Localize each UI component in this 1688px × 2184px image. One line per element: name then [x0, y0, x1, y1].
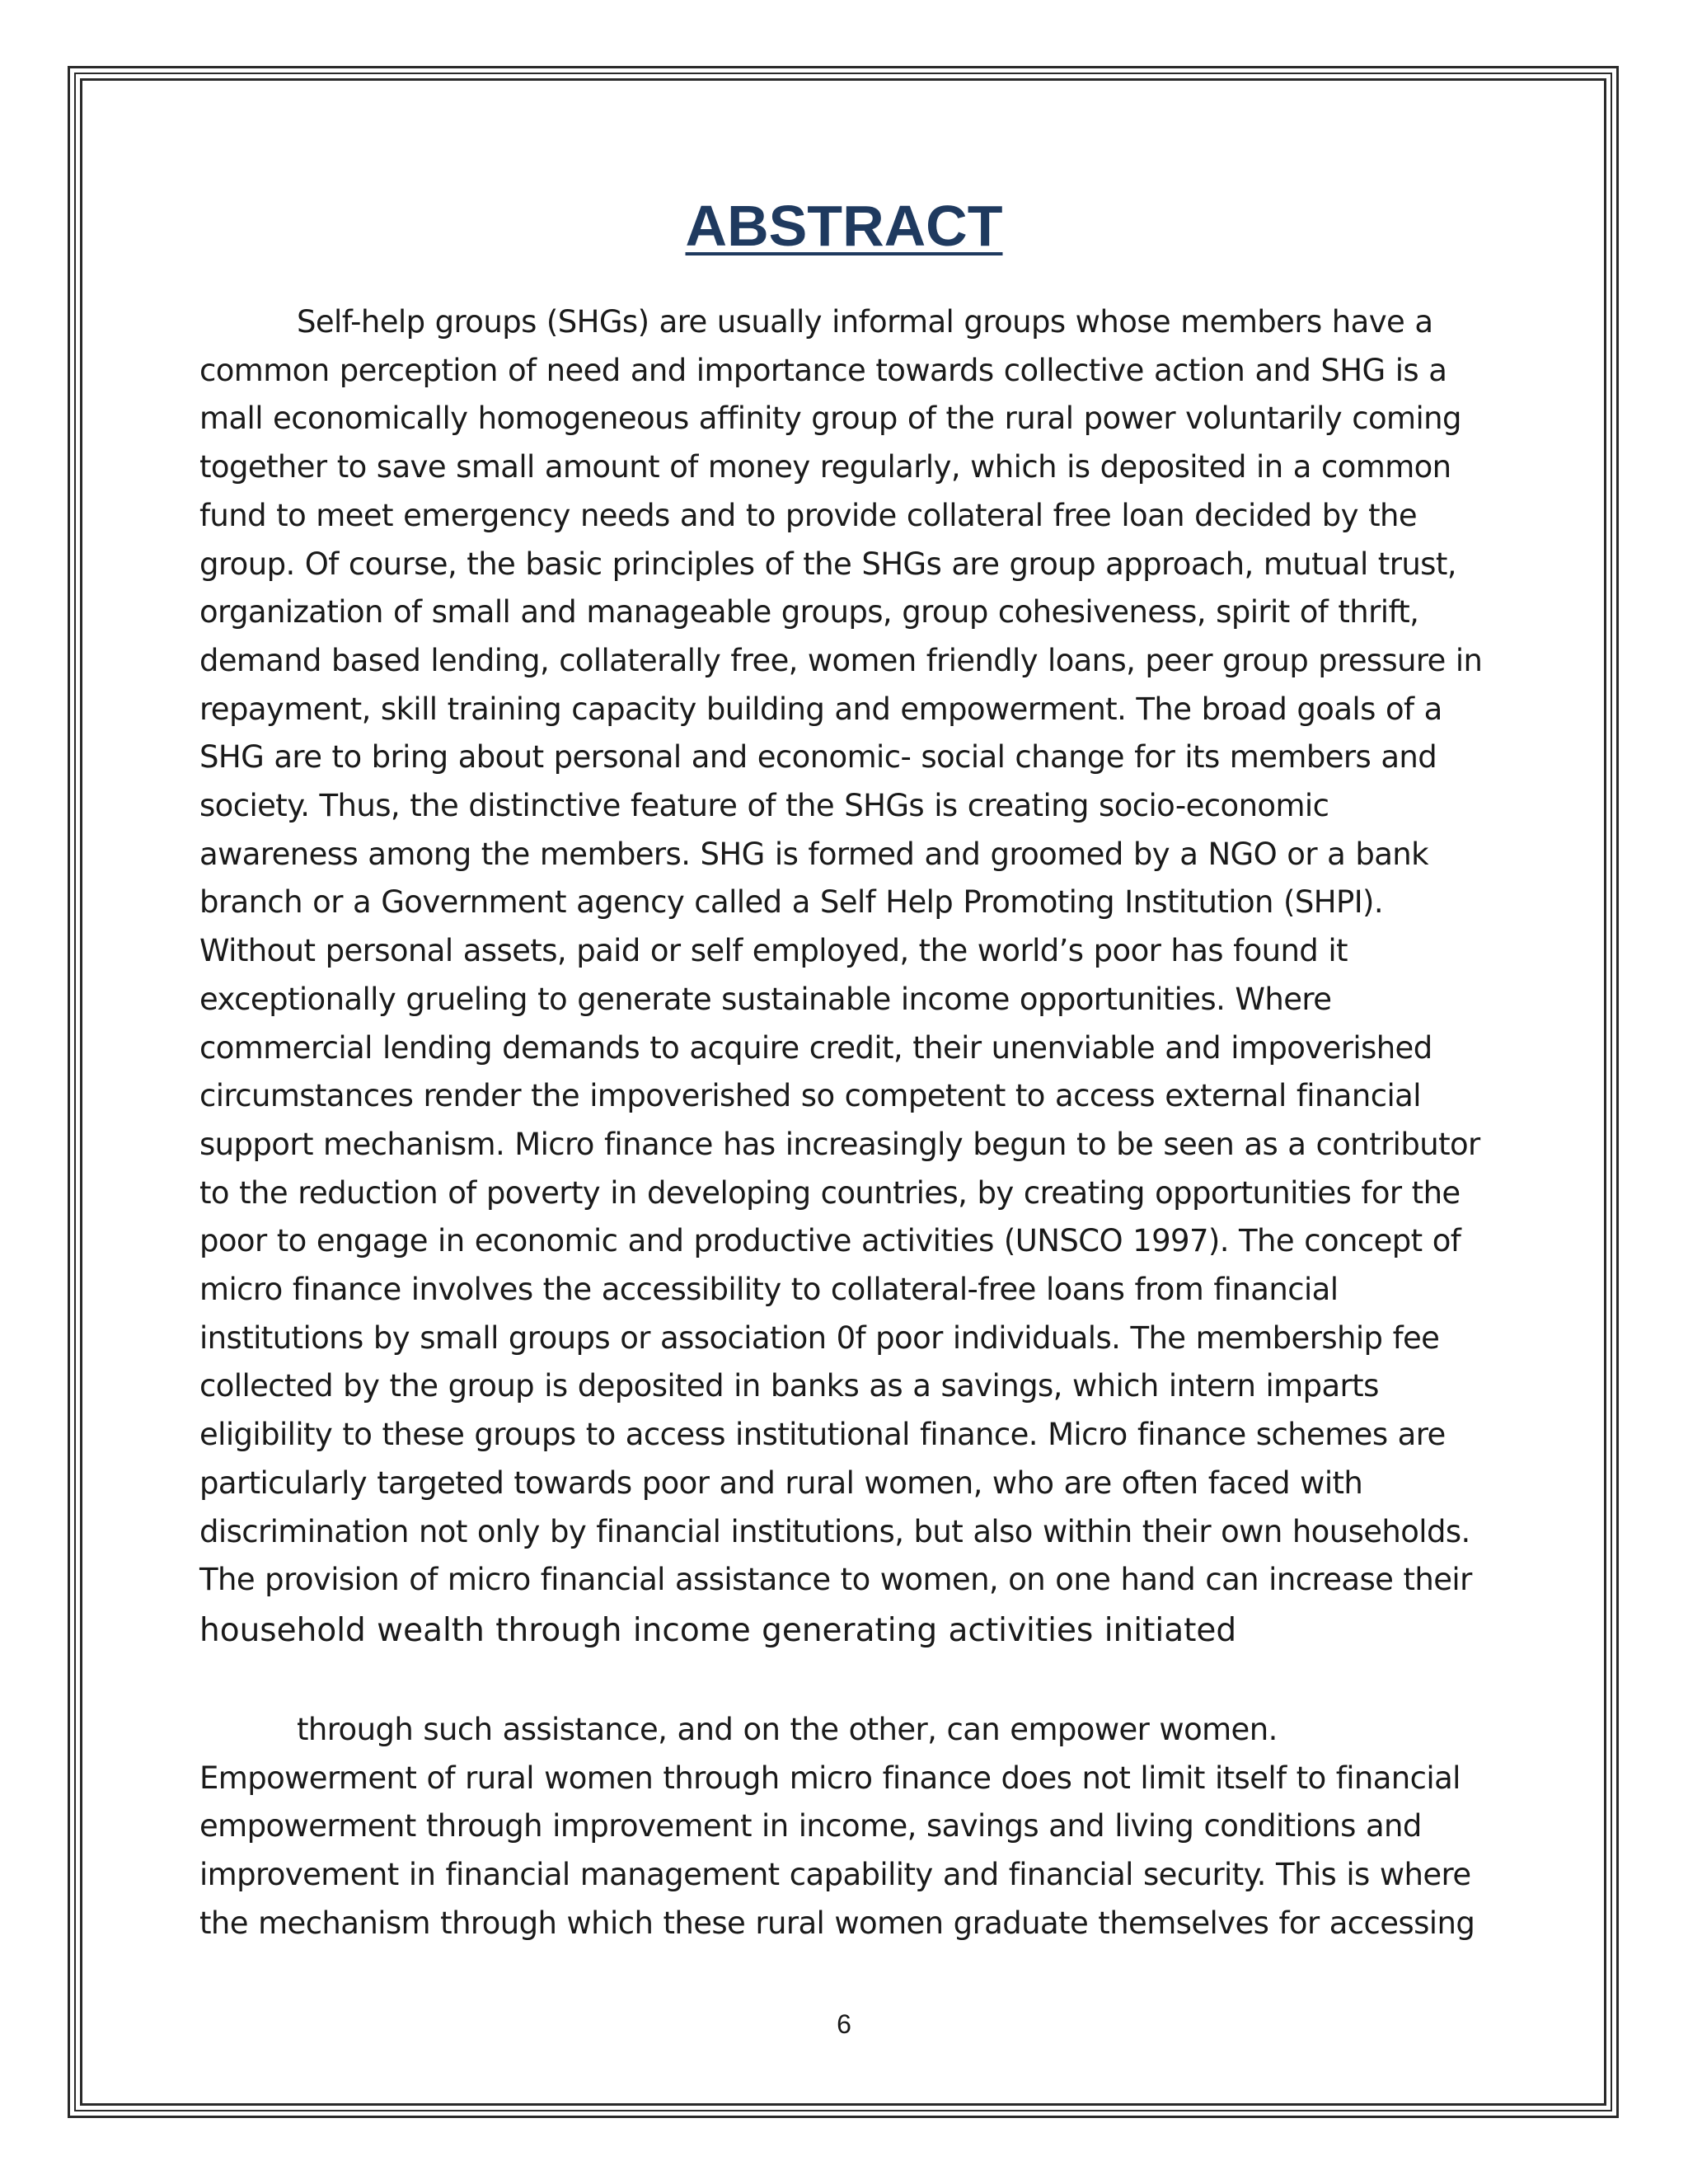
text-line: organization of small and manageable groups, group cohesiveness, spirit of thrift, — [199, 594, 1419, 630]
text-line: eligibility to these groups to access institutional finance. Micro finance schemes are — [199, 1417, 1446, 1453]
text-line-content: through such assistance, and on the other, can empower women. — [297, 1712, 1278, 1747]
text-line: awareness among the members. SHG is formed and groomed by a NGO or a bank — [199, 836, 1428, 872]
text-line: common perception of need and importance towards collective action and SHG is a — [199, 352, 1447, 388]
text-line: SHG are to bring about personal and economic- social change for its members and — [199, 739, 1437, 776]
text-line: exceptionally grueling to generate sustainable income opportunities. Where — [199, 981, 1332, 1017]
text-line: commercial lending demands to acquire credit, their unenviable and impoverished — [199, 1029, 1432, 1066]
page-title: ABSTRACT — [685, 194, 1003, 258]
text-line: particularly targeted towards poor and rural women, who are often faced with — [199, 1465, 1363, 1501]
text-line: institutions by small groups or association 0f poor individuals. The membership fee — [199, 1319, 1440, 1356]
abstract-paragraph-2 — [199, 1706, 1482, 1948]
text-line — [199, 298, 1482, 347]
text-line-emphasized: household wealth through income generating activities initiated — [199, 1611, 1237, 1649]
abstract-paragraph-1 — [199, 298, 1482, 1657]
text-line: Empowerment of rural women through micro finance does not limit itself to financial — [199, 1760, 1461, 1796]
text-line: collected by the group is deposited in banks as a savings, which intern imparts — [199, 1368, 1379, 1404]
text-line: The provision of micro financial assistance to women, on one hand can increase their — [199, 1562, 1472, 1598]
text-line: micro finance involves the accessibility to collateral-free loans from financial — [199, 1272, 1339, 1308]
text-line-content: Self-help groups (SHGs) are usually informal groups whose members have a — [297, 304, 1433, 340]
text-line: fund to meet emergency needs and to provide collateral free loan decided by the — [199, 497, 1418, 533]
text-line: circumstances render the impoverished so competent to access external financial — [199, 1078, 1421, 1114]
text-line: poor to engage in economic and productive activities (UNSCO 1997). The concept of — [199, 1223, 1461, 1259]
text-line: support mechanism. Micro finance has increasingly begun to be seen as a contributor — [199, 1126, 1480, 1162]
text-line: discrimination not only by financial institutions, but also within their own households. — [199, 1513, 1470, 1549]
text-line: improvement in financial management capability and financial security. This is where — [199, 1857, 1471, 1893]
text-line: the mechanism through which these rural women graduate themselves for accessing — [199, 1905, 1475, 1941]
text-line: group. Of course, the basic principles of the SHGs are group approach, mutual trust, — [199, 546, 1456, 582]
text-line: Without personal assets, paid or self employed, the world’s poor has found it — [199, 933, 1348, 969]
text-line: demand based lending, collaterally free, women friendly loans, peer group pressure in — [199, 642, 1483, 678]
text-line: repayment, skill training capacity building and empowerment. The broad goals of a — [199, 691, 1442, 727]
text-line: branch or a Government agency called a Self Help Promoting Institution (SHPI). — [199, 884, 1383, 921]
text-line: mall economically homogeneous affinity group of the rural power voluntarily coming — [199, 401, 1461, 437]
text-line: empowerment through improvement in income, savings and living conditions and — [199, 1808, 1422, 1844]
page-number: 6 — [837, 2009, 851, 2039]
text-line: to the reduction of poverty in developing countries, by creating opportunities for the — [199, 1174, 1461, 1211]
text-line — [199, 1706, 1482, 1755]
text-line: society. Thus, the distinctive feature of the SHGs is creating socio-economic — [199, 788, 1329, 824]
text-line: together to save small amount of money regularly, which is deposited in a common — [199, 449, 1451, 485]
